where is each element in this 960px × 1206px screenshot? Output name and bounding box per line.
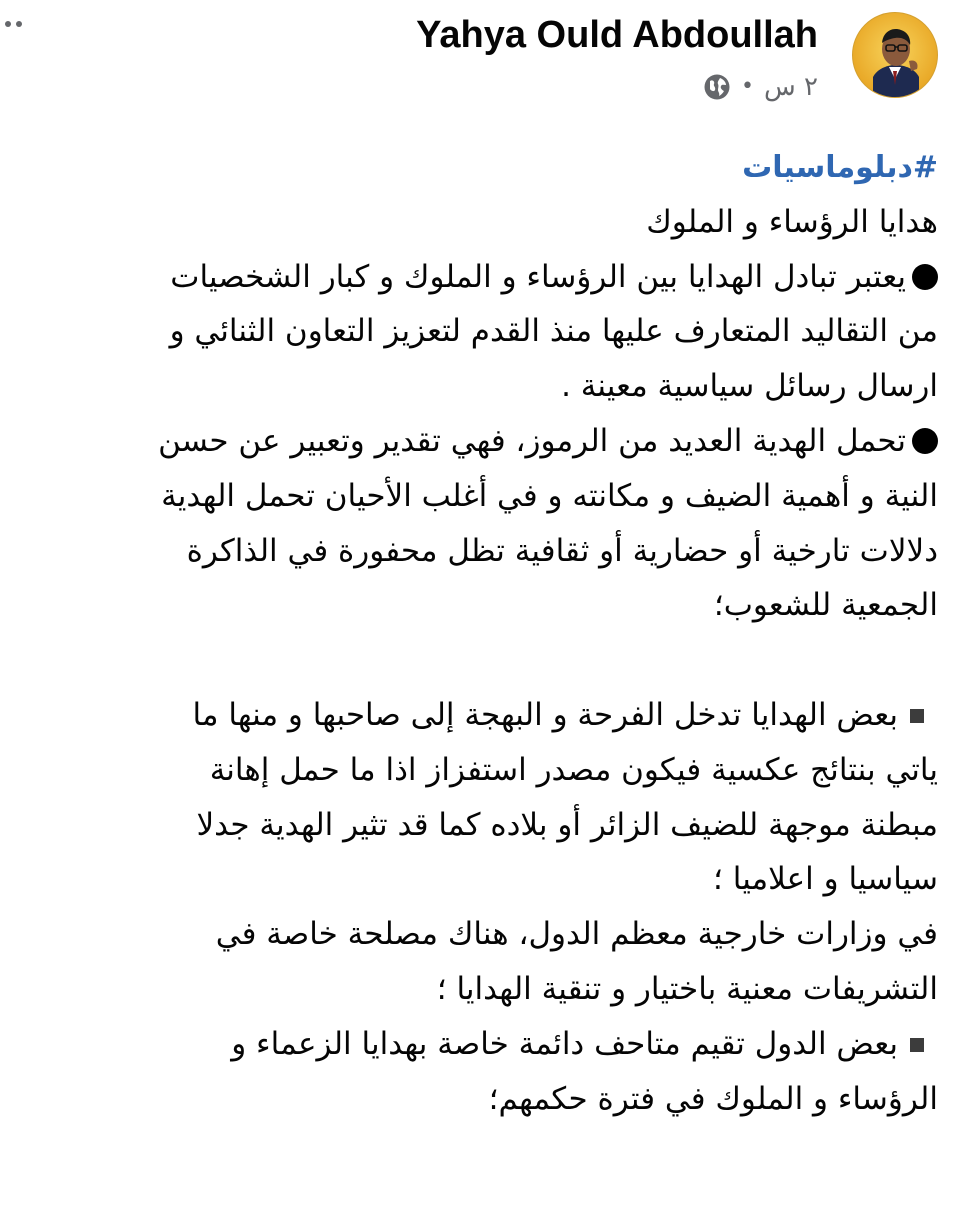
post-header bbox=[0, 0, 960, 110]
post-body bbox=[0, 140, 938, 1126]
paragraph-spacer bbox=[0, 633, 938, 688]
hashtag-link[interactable]: #دبلوماسيات bbox=[742, 150, 938, 185]
bullet-circle-icon bbox=[912, 264, 938, 290]
bullet-circle-icon bbox=[912, 428, 938, 454]
meta-separator: • bbox=[741, 74, 755, 99]
post-meta bbox=[703, 70, 818, 104]
paragraph-text: بعض الهدايا تدخل الفرحة و البهجة إلى صاحبها و منها ما bbox=[192, 696, 898, 733]
paragraph-line: التشريفات معنية باختيار و تنقية الهدايا ؛ bbox=[436, 970, 938, 1007]
bullet-square-icon bbox=[910, 1038, 924, 1052]
paragraph-text: يعتبر تبادل الهدايا بين الرؤساء و الملوك و كبار الشخصيات bbox=[170, 258, 906, 295]
paragraph-line: دلالات تارخية أو حضارية أو ثقافية تظل محفورة في الذاكرة bbox=[186, 532, 938, 569]
paragraph-text: بعض الدول تقيم متاحف دائمة خاصة بهدايا الزعماء و bbox=[231, 1025, 898, 1062]
paragraph-line: من التقاليد المتعارف عليها منذ القدم لتعزيز التعاون الثنائي و bbox=[169, 313, 938, 350]
paragraph-text: تحمل الهدية العديد من الرموز، فهي تقدير وتعبير عن حسن bbox=[158, 422, 906, 459]
timestamp[interactable]: ٢ س bbox=[764, 72, 818, 102]
paragraph-line: سياسيا و اعلاميا ؛ bbox=[713, 861, 938, 898]
paragraph-line: النية و أهمية الضيف و مكانته و في أغلب الأحيان تحمل الهدية bbox=[161, 477, 938, 514]
paragraph-line: في وزارات خارجية معظم الدول، هناك مصلحة خاصة في bbox=[215, 916, 938, 953]
paragraph-line: ارسال رسائل سياسية معينة . bbox=[561, 368, 938, 405]
paragraph-line: الرؤساء و الملوك في فترة حكمهم؛ bbox=[488, 1080, 938, 1117]
paragraph-line: ياتي بنتائج عكسية فيكون مصدر استفزاز اذا ما حمل إهانة bbox=[209, 751, 938, 788]
paragraph-line: الجمعية للشعوب؛ bbox=[713, 587, 938, 624]
globe-icon[interactable] bbox=[703, 73, 731, 101]
paragraph-line bbox=[0, 1017, 938, 1072]
paragraph-line bbox=[0, 688, 938, 743]
author-avatar[interactable] bbox=[852, 12, 938, 98]
more-options-icon[interactable] bbox=[0, 14, 34, 34]
author-name[interactable]: Yahya Ould Abdoullah bbox=[416, 14, 818, 56]
paragraph-line bbox=[0, 414, 938, 469]
avatar-portrait-image bbox=[853, 13, 937, 97]
paragraph-line: مبطنة موجهة للضيف الزائر أو بلاده كما قد تثير الهدية جدلا bbox=[196, 806, 938, 843]
post-title: هدايا الرؤساء و الملوك bbox=[646, 203, 938, 240]
hashtag-line bbox=[0, 140, 938, 195]
bullet-square-icon bbox=[910, 709, 924, 723]
paragraph-line bbox=[0, 250, 938, 305]
